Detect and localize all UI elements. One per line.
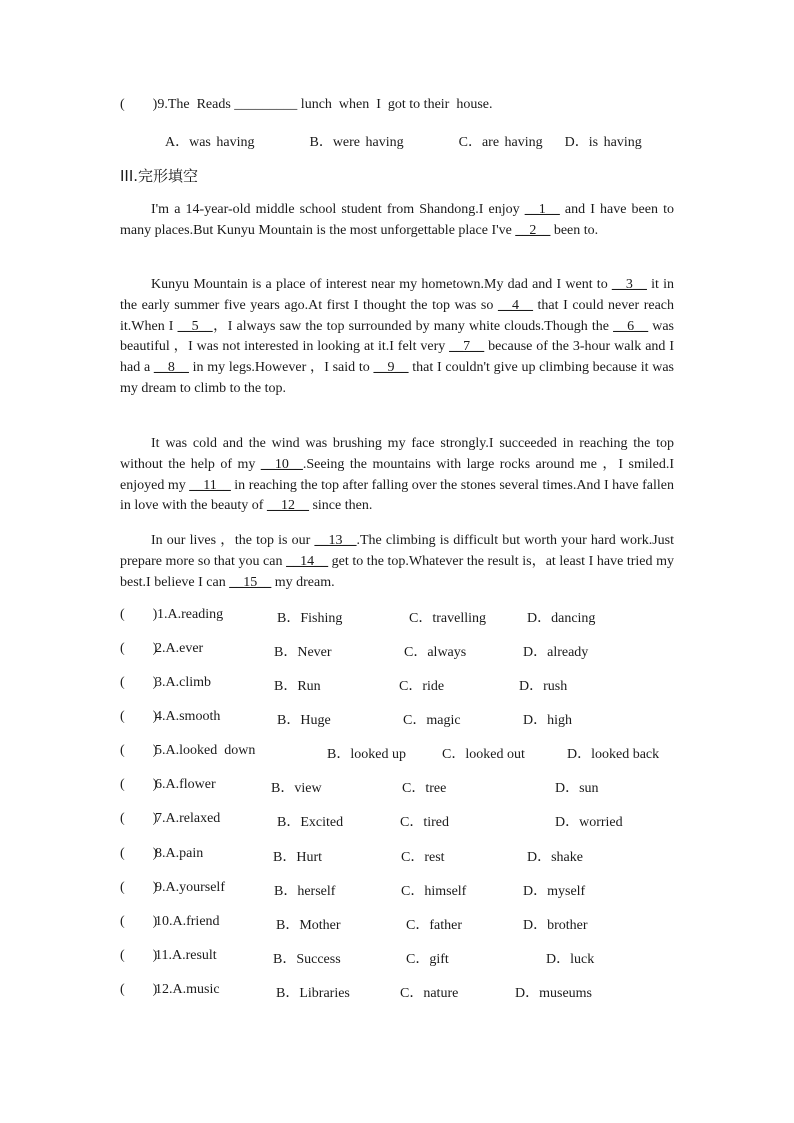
answer-paren: ( ) (120, 607, 158, 622)
option-c: C．travelling (409, 611, 486, 626)
blank-4: __4__ (497, 297, 533, 313)
passage-text: Kunyu Mountain is a place of interest near my hometown.My dad and I went to (151, 277, 612, 292)
blank-1: __1__ (524, 202, 560, 217)
answer-paren: ( ) (120, 743, 158, 758)
option-d: D．rush (519, 679, 568, 694)
option-d: D．dancing (527, 611, 596, 626)
passage-text: .The climbing is difficult but worth your hard work.Just prepare more so that you can (120, 533, 675, 569)
passage-text: that I could never reach it.When I (120, 297, 675, 334)
option-d: D．brother (523, 918, 588, 933)
option-c: C．tired (400, 815, 449, 830)
option-b: B．view (271, 781, 322, 796)
answer-paren: ( ) (120, 777, 158, 792)
answer-paren: ( ) (120, 846, 158, 861)
blank-7: __7__ (449, 339, 485, 355)
passage-text: in reaching the top after falling over the stones several times.And I have fallen in love with the beauty of (120, 477, 674, 514)
paragraph-text (120, 434, 674, 517)
passage-text: it in the early summer five years ago.At first I thought the top was so (120, 277, 674, 313)
option-c: C．looked out (442, 747, 525, 762)
option-b: B．Never (274, 645, 332, 660)
option-a: 6.A.flower (155, 777, 216, 792)
option-c: C．father (406, 918, 462, 933)
option-c: C．rest (401, 850, 445, 865)
option-a: 1.A.reading (157, 607, 224, 622)
answer-paren: ( ) (120, 811, 158, 826)
option-b: B．Success (273, 952, 341, 967)
option-a: 4.A.smooth (155, 709, 221, 724)
option-d: D．myself (523, 884, 586, 899)
option-a: 3.A.climb (155, 675, 211, 690)
passage-text: ，I always saw the top surrounded by many white clouds.Though the (212, 318, 614, 334)
option-a: 7.A.relaxed (155, 811, 221, 826)
option-a: 10.A.friend (155, 914, 220, 929)
answer-paren: ( ) (120, 914, 158, 929)
paragraph-text (120, 200, 674, 242)
question-9-options: A．was having B．were having C．are having D．is having (165, 135, 642, 150)
option-c: C．tree (402, 781, 447, 796)
passage-text: in my legs.However ，I said to (188, 360, 374, 376)
option-b: B．Libraries (276, 986, 350, 1001)
option-b: B．herself (274, 884, 336, 899)
blank-5: __5__ (177, 318, 213, 334)
option-a: 8.A.pain (155, 846, 204, 861)
option-b: B．looked up (327, 747, 406, 762)
answer-paren: ( ) (120, 982, 158, 997)
option-a: 11.A.result (155, 948, 217, 963)
passage-text: get to the top.Whatever the result is，at least I have tried my best.I believe I can (120, 553, 674, 590)
option-c: C．magic (403, 713, 461, 728)
option-d: D．sun (555, 781, 599, 796)
blank-14: __14__ (286, 553, 329, 569)
option-b: B．Hurt (273, 850, 322, 865)
option-b: B．Mother (276, 918, 341, 933)
blank-9: __9__ (373, 360, 409, 376)
blank-15: __15__ (229, 574, 272, 590)
passage-text: It was cold and the wind was brushing my face strongly.I succeeded in reaching the top without the help of my (120, 436, 674, 472)
section-title: III.完形填空 (120, 167, 199, 185)
answer-paren: ( ) (120, 641, 158, 656)
answer-paren: ( ) (120, 97, 158, 112)
option-c: C．himself (401, 884, 467, 899)
paragraph-text (120, 275, 674, 400)
option-d: D．already (523, 645, 589, 660)
passage-text: that I couldn't give up climbing because it was my dream to climb to the top. (120, 360, 675, 396)
passage-text: been to. (550, 222, 599, 238)
passage-text: and I have been to many places.But Kunyu Mountain is the most unforgettable place I've (120, 202, 674, 238)
option-b: B．Run (274, 679, 321, 694)
option-a: 9.A.yourself (155, 880, 225, 895)
option-a: 5.A.looked down (155, 743, 256, 758)
option-b: B．Fishing (277, 611, 343, 626)
blank-3: __3__ (611, 277, 647, 292)
option-c: C．nature (400, 986, 459, 1001)
blank-6: __6__ (613, 318, 649, 334)
option-d: D．worried (555, 815, 623, 830)
option-d: D．museums (515, 986, 592, 1001)
passage-paragraph-1 (120, 200, 674, 242)
passage-paragraph-4 (120, 531, 674, 593)
answer-paren: ( ) (120, 709, 158, 724)
passage-text: .Seeing the mountains with large rocks around me ，I smiled.I enjoyed my (120, 456, 674, 493)
answer-paren: ( ) (120, 880, 158, 895)
blank-12: __12__ (266, 498, 309, 514)
option-b: B．Excited (277, 815, 344, 830)
option-d: D．luck (546, 952, 595, 967)
option-d: D．looked back (567, 747, 660, 762)
passage-text: I'm a 14-year-old middle school student from Shandong.I enjoy (151, 202, 525, 217)
blank-13: __13__ (314, 533, 357, 548)
passage-paragraph-2 (120, 275, 674, 400)
option-c: C．ride (399, 679, 445, 694)
option-a: 12.A.music (155, 982, 220, 997)
option-d: D．shake (527, 850, 583, 865)
blank-8: __8__ (153, 360, 189, 376)
option-d: D．high (523, 713, 572, 728)
blank-10: __10__ (260, 456, 303, 472)
question-text: 9.The Reads _________ lunch when I got to their house. (157, 97, 493, 112)
passage-paragraph-3 (120, 434, 674, 517)
blank-2: __2__ (515, 222, 551, 238)
passage-text: because of the 3-hour walk and I had a (120, 339, 675, 376)
answer-paren: ( ) (120, 675, 158, 690)
option-c: C．gift (406, 952, 449, 967)
passage-text: since then. (308, 498, 373, 514)
paragraph-text (120, 531, 674, 593)
passage-text: my dream. (271, 574, 335, 590)
answer-paren: ( ) (120, 948, 158, 963)
option-a: 2.A.ever (155, 641, 204, 656)
blank-11: __11__ (189, 477, 231, 493)
passage-text: was beautiful ，I was not interested in looking at it.I felt very (120, 318, 674, 355)
option-c: C．always (404, 645, 467, 660)
passage-text: In our lives ，the top is our (151, 533, 315, 548)
question-9-stem (120, 97, 493, 113)
option-b: B．Huge (277, 713, 331, 728)
